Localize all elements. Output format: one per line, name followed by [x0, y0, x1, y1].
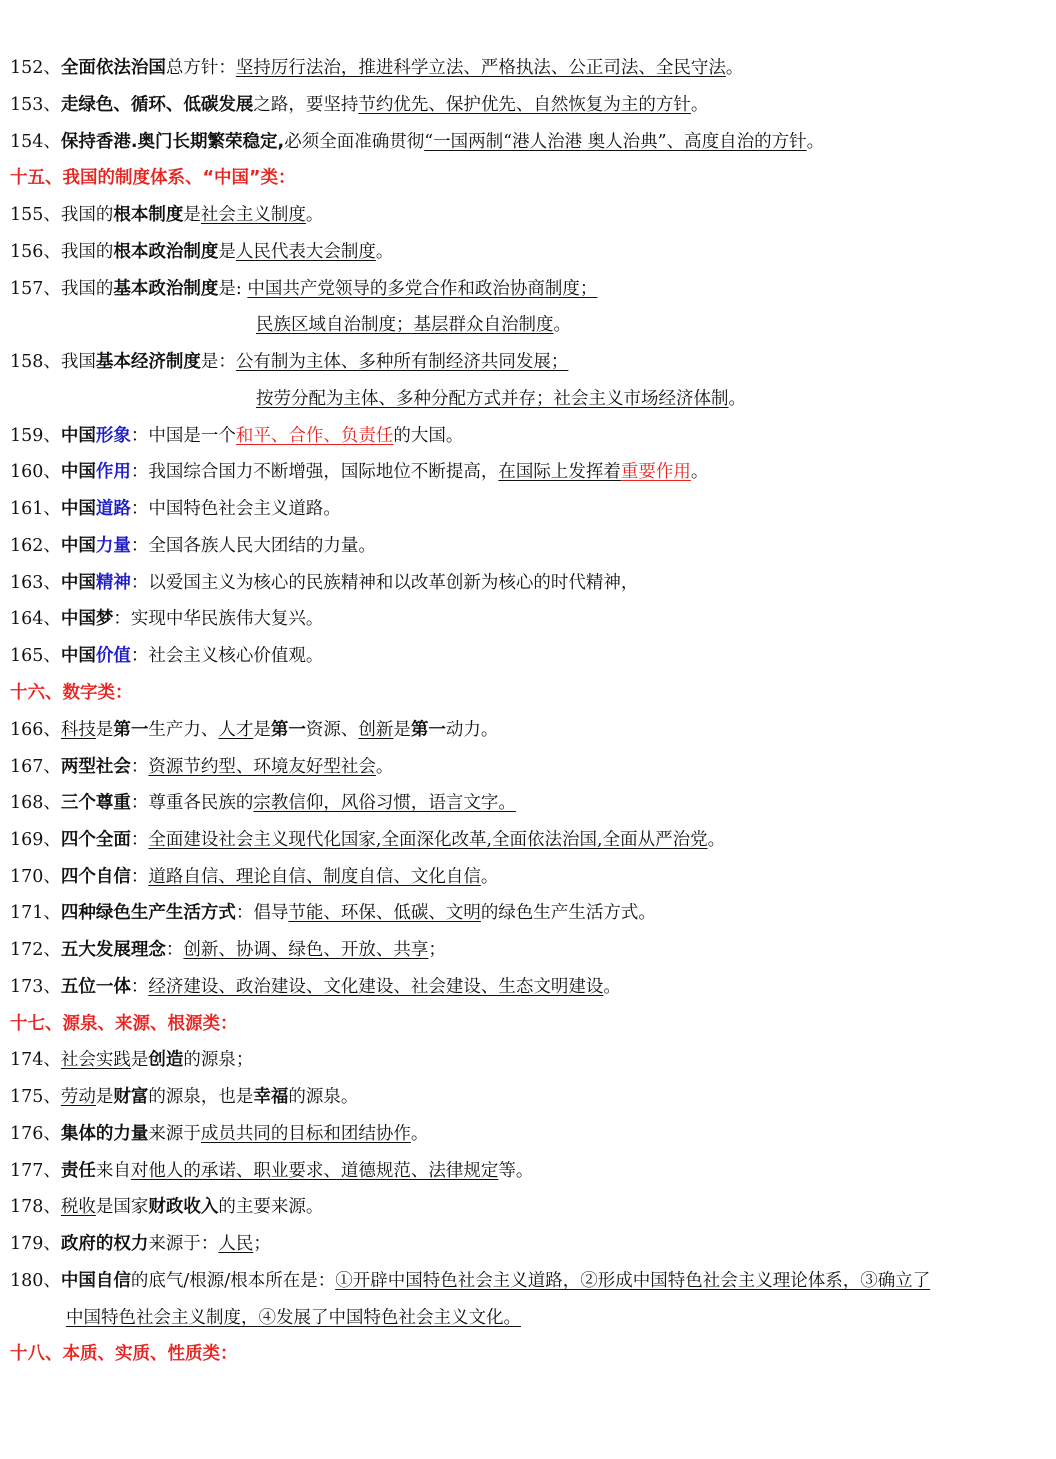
item-156: 156、我国的根本政治制度是人民代表大会制度。: [10, 242, 394, 262]
item-165: 165、中国价值：社会主义核心价值观。: [10, 646, 324, 666]
item-174: 174、社会实践是创造的源泉；: [10, 1050, 254, 1070]
item-153: 153、走绿色、循环、低碳发展之路，要坚持节约优先、保护优先、自然恢复为主的方针。: [10, 95, 709, 115]
item-178: 178、税收是国家财政收入的主要来源。: [10, 1197, 324, 1217]
item-157: 157、我国的基本政治制度是: 中国共产党领导的多党合作和政治协商制度；: [10, 279, 598, 299]
item-180: 180、中国自信的底气/根源/根本所在是：①开辟中国特色社会主义道路，②形成中国特色社会主义理论体系，③确立了: [10, 1271, 931, 1291]
item-171: 171、四种绿色生产生活方式：倡导节能、环保、低碳、文明的绿色生产生活方式。: [10, 903, 656, 923]
item-180-continued: 中国特色社会主义制度，④发展了中国特色社会主义文化。: [66, 1308, 521, 1328]
item-177: 177、责任来自对他人的承诺、职业要求、道德规范、法律规定等。: [10, 1161, 534, 1181]
item-154: 154、保持香港.奥门长期繁荣稳定,必须全面准确贯彻“一国两制“港人治港 奥人治典”、高度自治的方针。: [10, 132, 825, 152]
item-158: 158、我国基本经济制度是：公有制为主体、多种所有制经济共同发展；: [10, 352, 569, 372]
item-175: 175、劳动是财富的源泉，也是幸福的源泉。: [10, 1087, 359, 1107]
item-163: 163、中国精神：以爱国主义为核心的民族精神和以改革创新为核心的时代精神，: [10, 573, 639, 593]
item-176: 176、集体的力量来源于成员共同的目标和团结协作。: [10, 1124, 429, 1144]
item-168: 168、三个尊重：尊重各民族的宗教信仰，风俗习惯，语言文字。: [10, 793, 516, 813]
section-heading-18: 十八、本质、实质、性质类：: [10, 1344, 238, 1364]
section-heading-15: 十五、我国的制度体系、“中国”类：: [10, 168, 296, 188]
item-170: 170、四个自信：道路自信、理论自信、制度自信、文化自信。: [10, 867, 499, 887]
section-heading-17: 十七、源泉、来源、根源类：: [10, 1014, 238, 1034]
item-159: 159、中国形象：中国是一个和平、合作、负责任的大国。: [10, 426, 464, 446]
item-162: 162、中国力量：全国各族人民大团结的力量。: [10, 536, 376, 556]
section-heading-16: 十六、数字类：: [10, 683, 133, 703]
item-166: 166、科技是第一生产力、人才是第一资源、创新是第一动力。: [10, 720, 499, 740]
item-169: 169、四个全面：全面建设社会主义现代化国家,全面深化改革,全面依法治国,全面从严治党。: [10, 830, 726, 850]
item-161: 161、中国道路：中国特色社会主义道路。: [10, 499, 341, 519]
item-152: 152、全面依法治国总方针：坚持厉行法治，推进科学立法、严格执法、公正司法、全民守法。: [10, 58, 744, 78]
item-179: 179、政府的权力来源于：人民；: [10, 1234, 271, 1254]
item-164: 164、中国梦：实现中华民族伟大复兴。: [10, 609, 324, 629]
item-157-continued: 民族区域自治制度；基层群众自治制度。: [256, 315, 571, 335]
item-167: 167、两型社会：资源节约型、环境友好型社会。: [10, 757, 394, 777]
item-155: 155、我国的根本制度是社会主义制度。: [10, 205, 324, 225]
item-172: 172、五大发展理念：创新、协调、绿色、开放、共享；: [10, 940, 446, 960]
item-158-continued: 按劳分配为主体、多种分配方式并存；社会主义市场经济体制。: [256, 389, 746, 409]
item-160: 160、中国作用：我国综合国力不断增强，国际地位不断提高，在国际上发挥着重要作用。: [10, 462, 709, 482]
item-173: 173、五位一体：经济建设、政治建设、文化建设、社会建设、生态文明建设。: [10, 977, 621, 997]
